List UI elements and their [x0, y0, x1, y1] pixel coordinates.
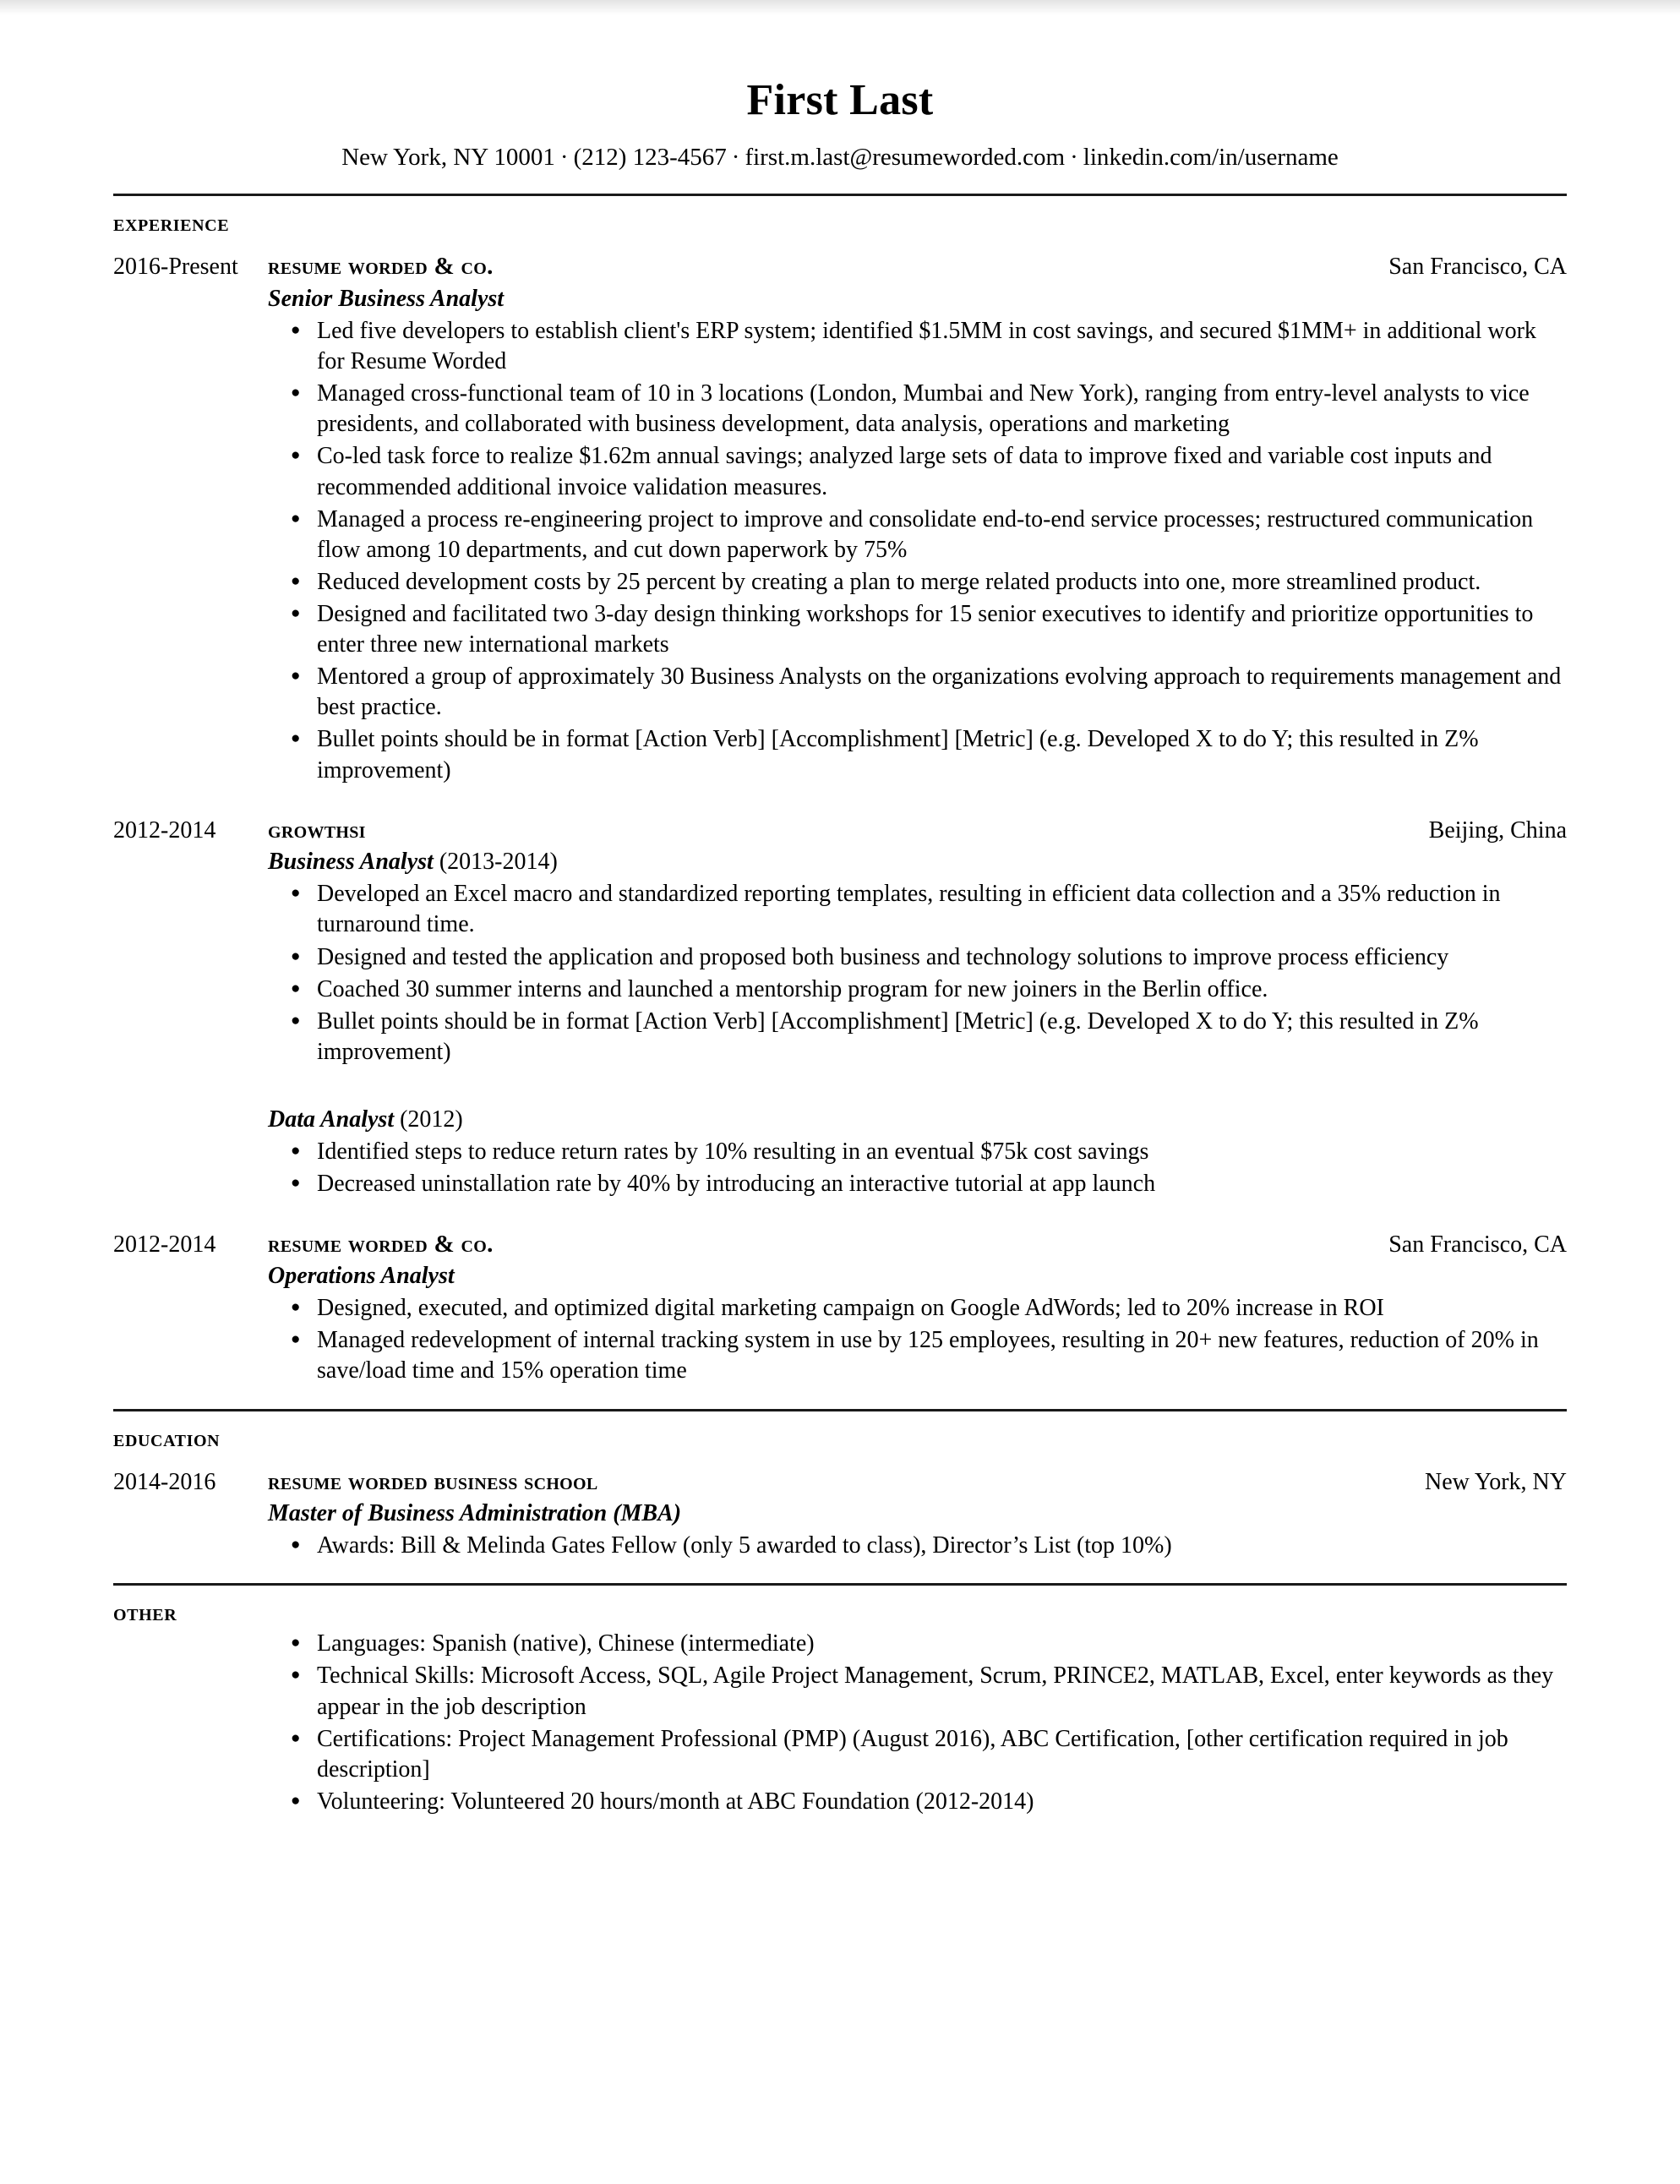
entry-spacer [113, 786, 1567, 801]
contact-location: New York, NY 10001 [341, 143, 555, 171]
entry-organization: resume worded & co. [268, 253, 494, 281]
section-title-other: other [113, 1599, 177, 1627]
bullet-item: ● Designed and facilitated two 3-day design thinking workshops for 15 senior executives to identify and prioritize opportunities to enter three new international markets [291, 599, 1567, 660]
bullet-item: ● Decreased uninstallation rate by 40% by introducing an interactive tutorial at app launch [291, 1169, 1567, 1199]
contact-separator-1: · [559, 143, 569, 171]
entry-sub-role-years: (2012) [394, 1106, 463, 1133]
entry-bullet-list [113, 1531, 1567, 1561]
entry-header [113, 815, 1567, 845]
resume-page [113, 0, 1567, 1817]
section-education [113, 1425, 1567, 1562]
resume-header [113, 78, 1567, 172]
bullet-item: ● Managed a process re-engineering project to improve and consolidate end-to-end service processes; restructured communication flow among 10 departments, and cut down paperwork by 75% [291, 505, 1567, 565]
bullet-item: ● Coached 30 summer interns and launched a mentorship program for new joiners in the Berlin office. [291, 975, 1567, 1005]
bullet-item: ● Developed an Excel macro and standardized reporting templates, resulting in efficient data collection and a 35% reduction in turnaround time. [291, 879, 1567, 940]
contact-phone: (212) 123-4567 [573, 143, 727, 171]
entry-date: 2014-2016 [113, 1468, 216, 1495]
entry-date: 2012-2014 [113, 1231, 216, 1258]
entry-bullet-list [113, 1293, 1567, 1386]
bullet-item: ● Languages: Spanish (native), Chinese (intermediate) [291, 1629, 1567, 1659]
bullet-item: ● Identified steps to reduce return rates by 10% resulting in an eventual $75k cost savings [291, 1137, 1567, 1167]
entry-bullet-list [113, 879, 1567, 1067]
contact-separator-3: · [1070, 143, 1078, 171]
bullet-item: ● Volunteering: Volunteered 20 hours/month at ABC Foundation (2012-2014) [291, 1787, 1567, 1817]
bullet-item: ● Designed, executed, and optimized digital marketing campaign on Google AdWords; led to 20% increase in ROI [291, 1293, 1567, 1324]
bullet-item: ● Bullet points should be in format [Action Verb] [Accomplishment] [Metric] (e.g. Developed X to do Y; this resulted in Z% improvement) [291, 1007, 1567, 1067]
candidate-name: First Last [746, 76, 934, 124]
other-bullet-list [113, 1629, 1567, 1817]
entry-sub-role-line [268, 1105, 1567, 1135]
education-divider [113, 1409, 1567, 1411]
entry-organization: resume worded & co. [268, 1230, 494, 1258]
entry-role-title: Operations Analyst [268, 1262, 455, 1289]
entry-sub-bullet-list [113, 1137, 1567, 1199]
entry-role-line [268, 1261, 1567, 1291]
bullet-item: ● Awards: Bill & Melinda Gates Fellow (only 5 awarded to class), Director’s List (top 10%) [291, 1531, 1567, 1561]
section-title-experience: experience [113, 210, 230, 238]
bullet-item: ● Bullet points should be in format [Action Verb] [Accomplishment] [Metric] (e.g. Developed X to do Y; this resulted in Z% improvement) [291, 724, 1567, 785]
entry-date: 2016-Present [113, 254, 238, 281]
entry-degree-line [268, 1499, 1567, 1529]
entry-header [113, 1466, 1567, 1497]
experience-entry [113, 815, 1567, 1200]
entry-header [113, 1229, 1567, 1259]
bullet-item: ● Managed cross-functional team of 10 in 3 locations (London, Mumbai and New York), ranging from entry-level analysts to vice presidents, and collaborated with business development, data analysis, operations and marketing [291, 379, 1567, 440]
bullet-item: ● Technical Skills: Microsoft Access, SQL, Agile Project Management, Scrum, PRINCE2, MATLAB, Excel, enter keywords as they appear in the job description [291, 1661, 1567, 1722]
bullet-item: ● Designed and tested the application and proposed both business and technology solutions to improve process efficiency [291, 942, 1567, 973]
entry-role-line [268, 847, 1567, 877]
experience-entry [113, 1229, 1567, 1387]
entry-location: San Francisco, CA [1388, 254, 1567, 281]
bullet-item: ● Certifications: Project Management Professional (PMP) (August 2016), ABC Certification, [other certification required in job description] [291, 1724, 1567, 1785]
entry-role-line [268, 284, 1567, 314]
entry-role-title: Business Analyst [268, 848, 434, 875]
entry-degree-title: Master of Business Administration (MBA) [268, 1499, 682, 1526]
contact-line [113, 143, 1567, 172]
entry-role-years: (2013-2014) [433, 848, 558, 875]
entry-organization: growthsi [268, 816, 366, 844]
entry-role-title: Senior Business Analyst [268, 285, 505, 312]
contact-separator-2: · [731, 143, 740, 171]
entry-location: New York, NY [1424, 1468, 1567, 1495]
bullet-item: ● Reduced development costs by 25 percent by creating a plan to merge related products into one, more streamlined product. [291, 567, 1567, 598]
entry-location: Beijing, China [1428, 816, 1567, 844]
section-experience [113, 210, 1567, 1386]
entry-date: 2012-2014 [113, 816, 216, 844]
education-entry [113, 1466, 1567, 1562]
section-title-education: education [113, 1424, 221, 1452]
other-divider [113, 1583, 1567, 1586]
entry-location: San Francisco, CA [1388, 1231, 1567, 1258]
entry-sub-role-title: Data Analyst [268, 1106, 395, 1133]
header-divider [113, 194, 1567, 196]
bullet-item: ● Co-led task force to realize $1.62m annual savings; analyzed large sets of data to improve fixed and variable cost inputs and recommended additional invoice validation measures. [291, 441, 1567, 502]
contact-email[interactable]: first.m.last@resumeworded.com [745, 143, 1066, 171]
entry-organization: resume worded business school [268, 1467, 598, 1495]
bullet-item: ● Mentored a group of approximately 30 Business Analysts on the organizations evolving approach to requirements management and best practice. [291, 662, 1567, 723]
experience-entry [113, 251, 1567, 785]
bullet-item: ● Managed redevelopment of internal tracking system in use by 125 employees, resulting in 20+ new features, reduction of 20% in save/load time and 15% operation time [291, 1325, 1567, 1386]
bullet-item: ● Led five developers to establish client's ERP system; identified $1.5MM in cost savings, and secured $1MM+ in additional work for Resume Worded [291, 316, 1567, 377]
entry-spacer [113, 1200, 1567, 1215]
contact-linkedin[interactable]: linkedin.com/in/username [1083, 143, 1339, 171]
entry-header [113, 251, 1567, 281]
section-other [113, 1599, 1567, 1817]
entry-bullet-list [113, 316, 1567, 786]
